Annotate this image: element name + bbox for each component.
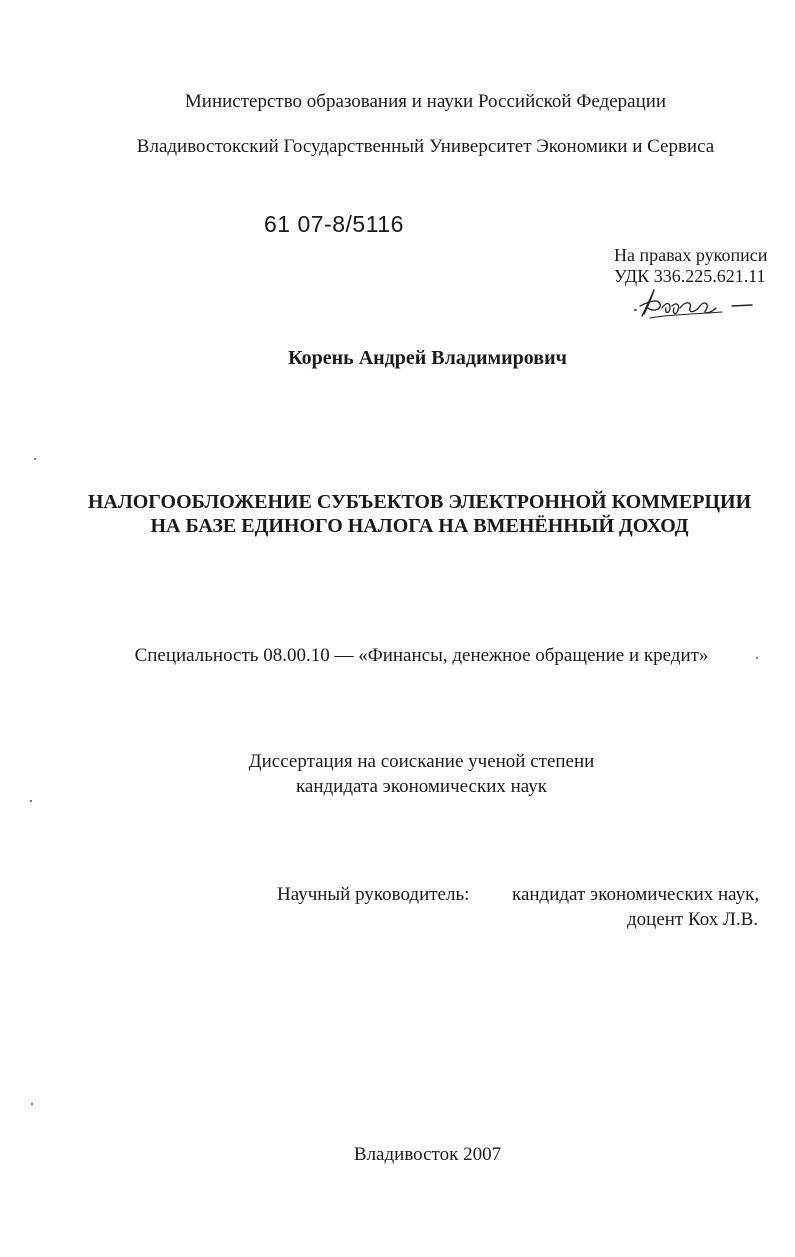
author-name: Корень Андрей Владимирович xyxy=(288,347,567,369)
supervisor-name: доцент Кох Л.В. xyxy=(627,909,759,930)
scan-speck xyxy=(34,458,36,460)
scan-speck xyxy=(31,1103,33,1105)
supervisor-degree: кандидат экономических наук, xyxy=(512,884,760,905)
scan-speck xyxy=(634,309,637,311)
supervisor-label: Научный руководитель: xyxy=(277,884,470,905)
dissertation-degree-line-2: кандидата экономических наук xyxy=(295,776,548,797)
handwritten-signature xyxy=(630,284,760,324)
university-name: Владивостокский Государственный Университет Экономики и Сервиса xyxy=(136,136,715,157)
scan-speck xyxy=(30,800,32,802)
thesis-title-line-2: НА БАЗЕ ЕДИНОГО НАЛОГА НА ВМЕНЁННЫЙ ДОХОД xyxy=(150,515,689,537)
thesis-title-line-1: НАЛОГООБЛОЖЕНИЕ СУБЪЕКТОВ ЭЛЕКТРОННОЙ КОММЕРЦИИ xyxy=(87,491,752,513)
udk-code: УДК 336.225.621.11 xyxy=(614,266,766,286)
speciality: Специальность 08.00.10 — «Финансы, денежное обращение и кредит» xyxy=(134,645,709,666)
city-year: Владивосток 2007 xyxy=(353,1144,502,1165)
scan-speck xyxy=(756,657,758,659)
library-code: 61 07-8/5116 xyxy=(264,211,404,237)
dissertation-degree-line-1: Диссертация на соискание ученой степени xyxy=(248,751,595,772)
rights-label: На правах рукописи xyxy=(614,245,768,265)
ministry-name: Министерство образования и науки Российской Федерации xyxy=(184,91,667,112)
